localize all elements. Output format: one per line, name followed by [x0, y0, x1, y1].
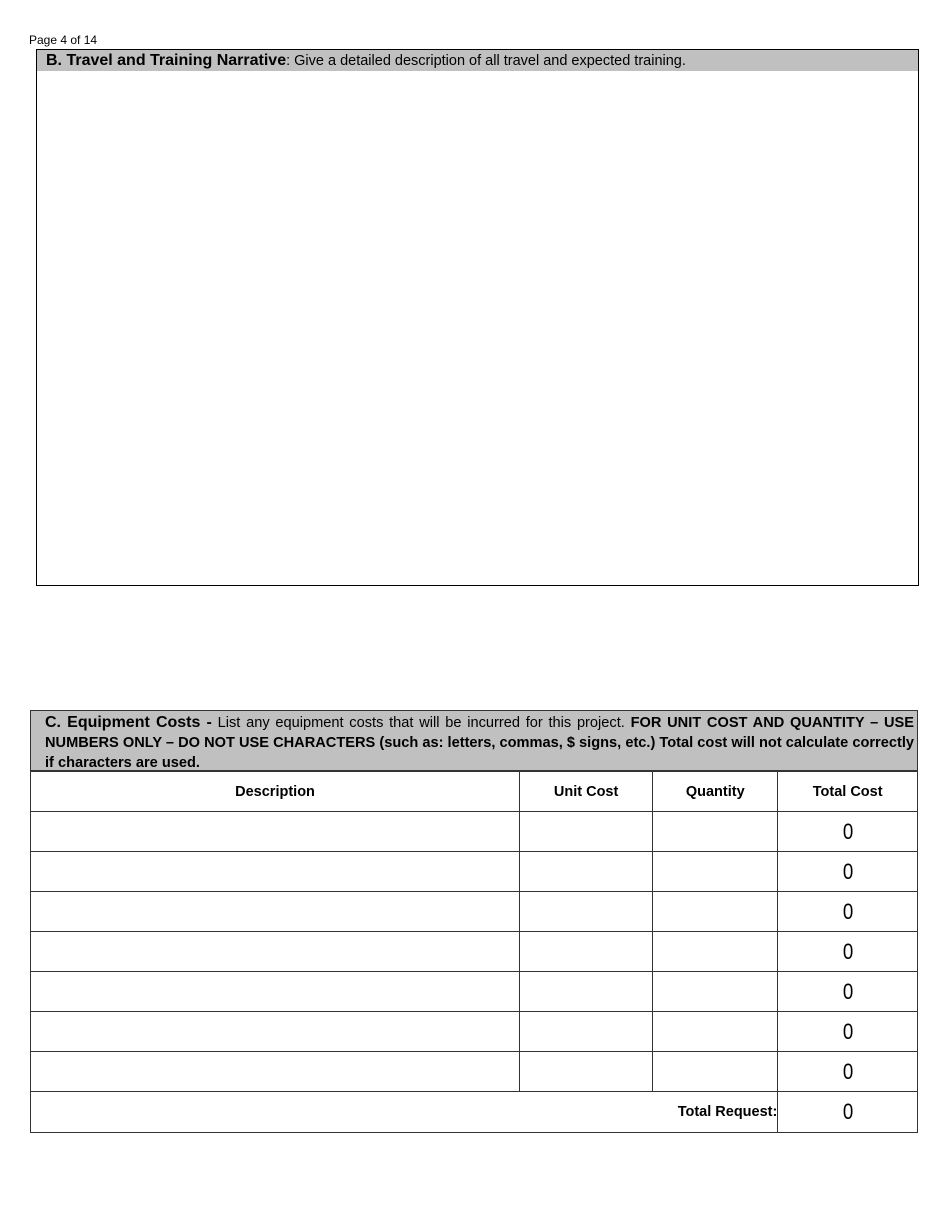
unit-cost-input[interactable] [520, 853, 652, 891]
total-cost-value: 0 [842, 1058, 853, 1084]
table-row [31, 852, 917, 892]
travel-training-description: : Give a detailed description of all travel and expected training. [286, 53, 686, 69]
total-cost-value: 0 [842, 938, 853, 964]
quantity-input[interactable] [653, 853, 777, 891]
description-input[interactable] [31, 1013, 519, 1051]
travel-training-title: B. Travel and Training Narrative [46, 52, 287, 69]
equipment-costs-title: C. Equipment Costs - [45, 714, 212, 731]
description-input[interactable] [31, 933, 519, 971]
unit-cost-cell [520, 812, 653, 852]
description-input[interactable] [31, 853, 519, 891]
description-cell [31, 1052, 520, 1092]
table-header-row [31, 772, 917, 812]
travel-training-narrative-box [36, 71, 919, 586]
quantity-input[interactable] [653, 1053, 777, 1091]
equipment-costs-description: List any equipment costs that will be incurred for this project. [211, 715, 631, 731]
description-input[interactable] [31, 893, 519, 931]
equipment-costs-table [31, 771, 917, 1132]
table-row [31, 972, 917, 1012]
unit-cost-input[interactable] [520, 1053, 652, 1091]
table-row [31, 1052, 917, 1092]
unit-cost-cell [520, 972, 653, 1012]
total-cost-cell [778, 1012, 917, 1052]
quantity-input[interactable] [653, 1013, 777, 1051]
unit-cost-cell [520, 932, 653, 972]
quantity-cell [653, 852, 778, 892]
column-header-total-cost: Total Cost [778, 772, 917, 812]
page-number: Page 4 of 14 [29, 33, 98, 47]
description-cell [31, 812, 520, 852]
quantity-cell [653, 972, 778, 1012]
unit-cost-cell [520, 852, 653, 892]
unit-cost-cell [520, 1012, 653, 1052]
description-cell [31, 972, 520, 1012]
equipment-costs-header [31, 711, 917, 771]
column-header-unit-cost: Unit Cost [520, 772, 653, 812]
unit-cost-input[interactable] [520, 973, 652, 1011]
unit-cost-cell [520, 892, 653, 932]
total-request-cell [778, 1092, 917, 1132]
total-cost-value: 0 [842, 858, 853, 884]
total-cost-cell [778, 812, 917, 852]
unit-cost-input[interactable] [520, 893, 652, 931]
column-header-description: Description [31, 772, 520, 812]
description-input[interactable] [31, 973, 519, 1011]
total-request-row [31, 1092, 917, 1132]
table-row [31, 812, 917, 852]
quantity-cell [653, 812, 778, 852]
quantity-cell [653, 932, 778, 972]
travel-training-narrative-field[interactable] [37, 71, 918, 585]
equipment-costs-section [30, 710, 918, 1133]
description-cell [31, 1012, 520, 1052]
table-row [31, 892, 917, 932]
travel-training-header [36, 49, 919, 72]
total-cost-cell [778, 852, 917, 892]
total-cost-value: 0 [842, 818, 853, 844]
total-request-value: 0 [842, 1098, 853, 1124]
description-cell [31, 932, 520, 972]
quantity-input[interactable] [653, 973, 777, 1011]
total-cost-cell [778, 892, 917, 932]
quantity-input[interactable] [653, 933, 777, 971]
column-header-quantity: Quantity [653, 772, 778, 812]
unit-cost-input[interactable] [520, 933, 652, 971]
unit-cost-cell [520, 1052, 653, 1092]
total-cost-value: 0 [842, 898, 853, 924]
total-cost-value: 0 [842, 1018, 853, 1044]
description-cell [31, 892, 520, 932]
unit-cost-input[interactable] [520, 1013, 652, 1051]
quantity-input[interactable] [653, 813, 777, 851]
total-cost-cell [778, 972, 917, 1012]
unit-cost-input[interactable] [520, 813, 652, 851]
description-input[interactable] [31, 1053, 519, 1091]
quantity-input[interactable] [653, 893, 777, 931]
total-cost-cell [778, 1052, 917, 1092]
quantity-cell [653, 1052, 778, 1092]
description-cell [31, 852, 520, 892]
total-cost-value: 0 [842, 978, 853, 1004]
table-row [31, 1012, 917, 1052]
total-cost-cell [778, 932, 917, 972]
table-row [31, 932, 917, 972]
equipment-costs-instruction: FOR UNIT COST AND QUANTITY – USE NUMBERS ONLY – DO NOT USE CHARACTERS (such as: letters, commas, $ signs, etc.) Total cost will not calculate correctly if characters are used. [45, 715, 914, 771]
quantity-cell [653, 892, 778, 932]
description-input[interactable] [31, 813, 519, 851]
total-request-label: Total Request: [31, 1092, 778, 1132]
quantity-cell [653, 1012, 778, 1052]
